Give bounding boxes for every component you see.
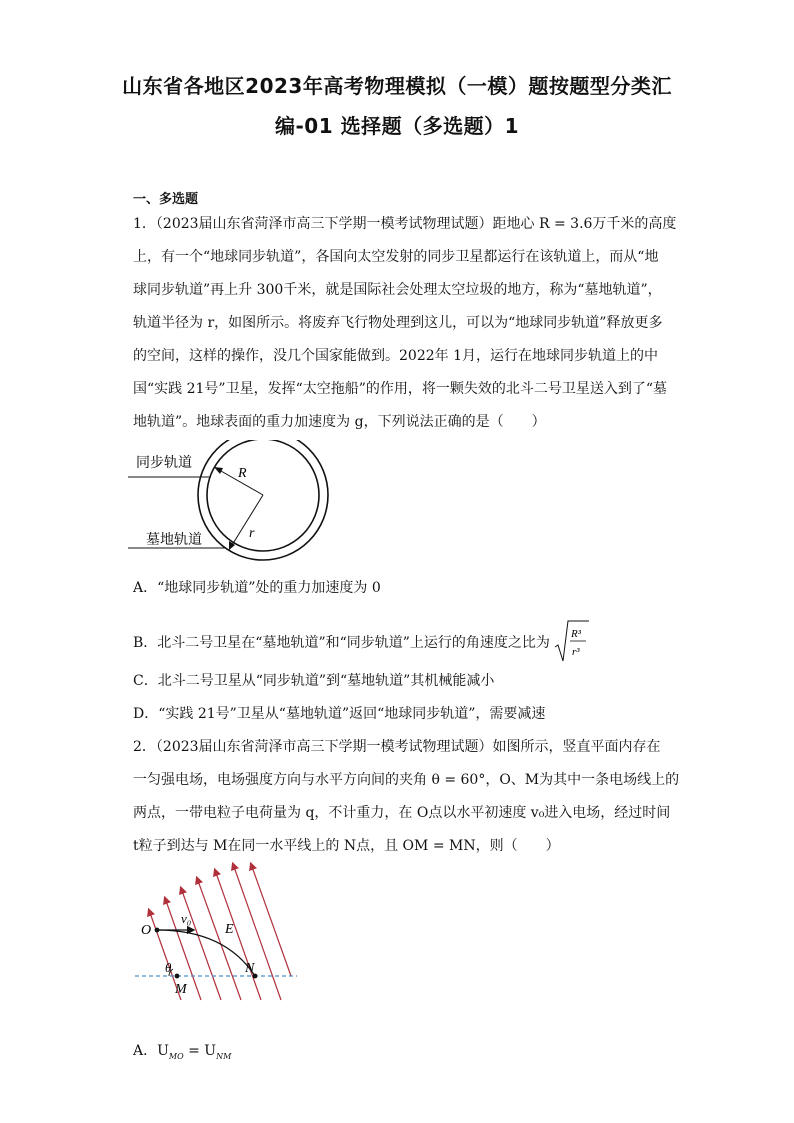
- q1-line: 球同步轨道”再上升 300千米，就是国际社会处理太空垃圾的地方，称为“墓地轨道”，: [133, 282, 662, 298]
- q2-line: 2．（2023届山东省菏泽市高三下学期一模考试物理试题）如图所示，竖直平面内存在: [133, 739, 661, 755]
- grave-orbit-circle: [198, 440, 328, 560]
- q1-line: 轨道半径为 r，如图所示。将废弃飞行物处理到这儿，可以为“地球同步轨道”释放更多: [133, 315, 663, 331]
- label-grave-orbit: 墓地轨道: [146, 532, 202, 548]
- fraction-denominator: r³: [572, 646, 580, 658]
- q2-option-a-prefix: A．U: [133, 1043, 169, 1059]
- q2-line: 一匀强电场，电场强度方向与水平方向间的夹角 θ = 60°，O、M为其中一条电场线上的: [133, 772, 680, 788]
- q2-option-a-sub1: MO: [168, 1051, 184, 1061]
- q1-line: 上，有一个“地球同步轨道”，各国向太空发射的同步卫星都运行在该轨道上，而从“地: [133, 249, 659, 265]
- label-r: r: [249, 526, 255, 541]
- q1-line: 地轨道”。地球表面的重力加速度为 g，下列说法正确的是（ ）: [133, 414, 546, 430]
- label-E: E: [225, 922, 234, 937]
- q1-line: 国“实践 21号”卫星，发挥“太空拖船”的作用，将一颗失效的北斗二号卫星送入到了“墓: [133, 381, 668, 397]
- q2-option-a-sub2: NM: [216, 1051, 232, 1061]
- page-title-line2: 编-01 选择题（多选题）1: [274, 114, 519, 138]
- q2-line: 两点，一带电粒子电荷量为 q，不计重力，在 O点以水平初速度 v₀进入电场，经过时间: [133, 805, 671, 821]
- field-lines: [149, 864, 291, 1000]
- q1-orbit-diagram: [128, 440, 348, 570]
- label-sync-orbit: 同步轨道: [136, 455, 192, 471]
- label-O: O: [141, 923, 152, 938]
- section-heading: 一、多选题: [133, 192, 199, 207]
- label-R: R: [238, 466, 247, 481]
- label-v0: v₀: [181, 911, 192, 926]
- radius-r-arrow: [229, 495, 263, 550]
- point-O: [155, 928, 160, 933]
- particle-trajectory: [157, 930, 255, 976]
- q2-line: t粒子到达与 M在同一水平线上的 N点，且 OM = MN，则（ ）: [133, 838, 560, 854]
- q2-option-a[interactable]: [133, 1040, 231, 1061]
- sqrt-fraction: [554, 619, 590, 663]
- label-N: N: [245, 961, 255, 976]
- fraction-numerator: R³: [571, 628, 582, 640]
- q2-field-diagram: [135, 860, 305, 1010]
- point-M: [175, 974, 180, 979]
- q1-line: 1．（2023届山东省菏泽市高三下学期一模考试物理试题）距地心 R = 3.6万千米的高度: [133, 216, 677, 232]
- q1-line: 的空间，这样的操作，没几个国家能做到。2022年 1月，运行在地球同步轨道上的中: [133, 348, 658, 364]
- q1-option-b-text: B．北斗二号卫星在“墓地轨道”和“同步轨道”上运行的角速度之比为: [133, 635, 550, 651]
- q1-option-d[interactable]: D．“实践 21号”卫星从“墓地轨道”返回“地球同步轨道”，需要减速: [133, 706, 546, 722]
- q1-option-c[interactable]: C．北斗二号卫星从“同步轨道”到“墓地轨道”其机械能减小: [133, 673, 495, 689]
- page-title-line1: 山东省各地区2023年高考物理模拟（一模）题按题型分类汇: [122, 74, 672, 98]
- q2-option-a-eq: = U: [183, 1043, 217, 1059]
- q1-option-b[interactable]: [133, 621, 590, 665]
- label-M: M: [175, 982, 187, 997]
- label-theta: θ: [165, 960, 172, 975]
- q1-option-a[interactable]: A．“地球同步轨道”处的重力加速度为 0: [133, 580, 381, 596]
